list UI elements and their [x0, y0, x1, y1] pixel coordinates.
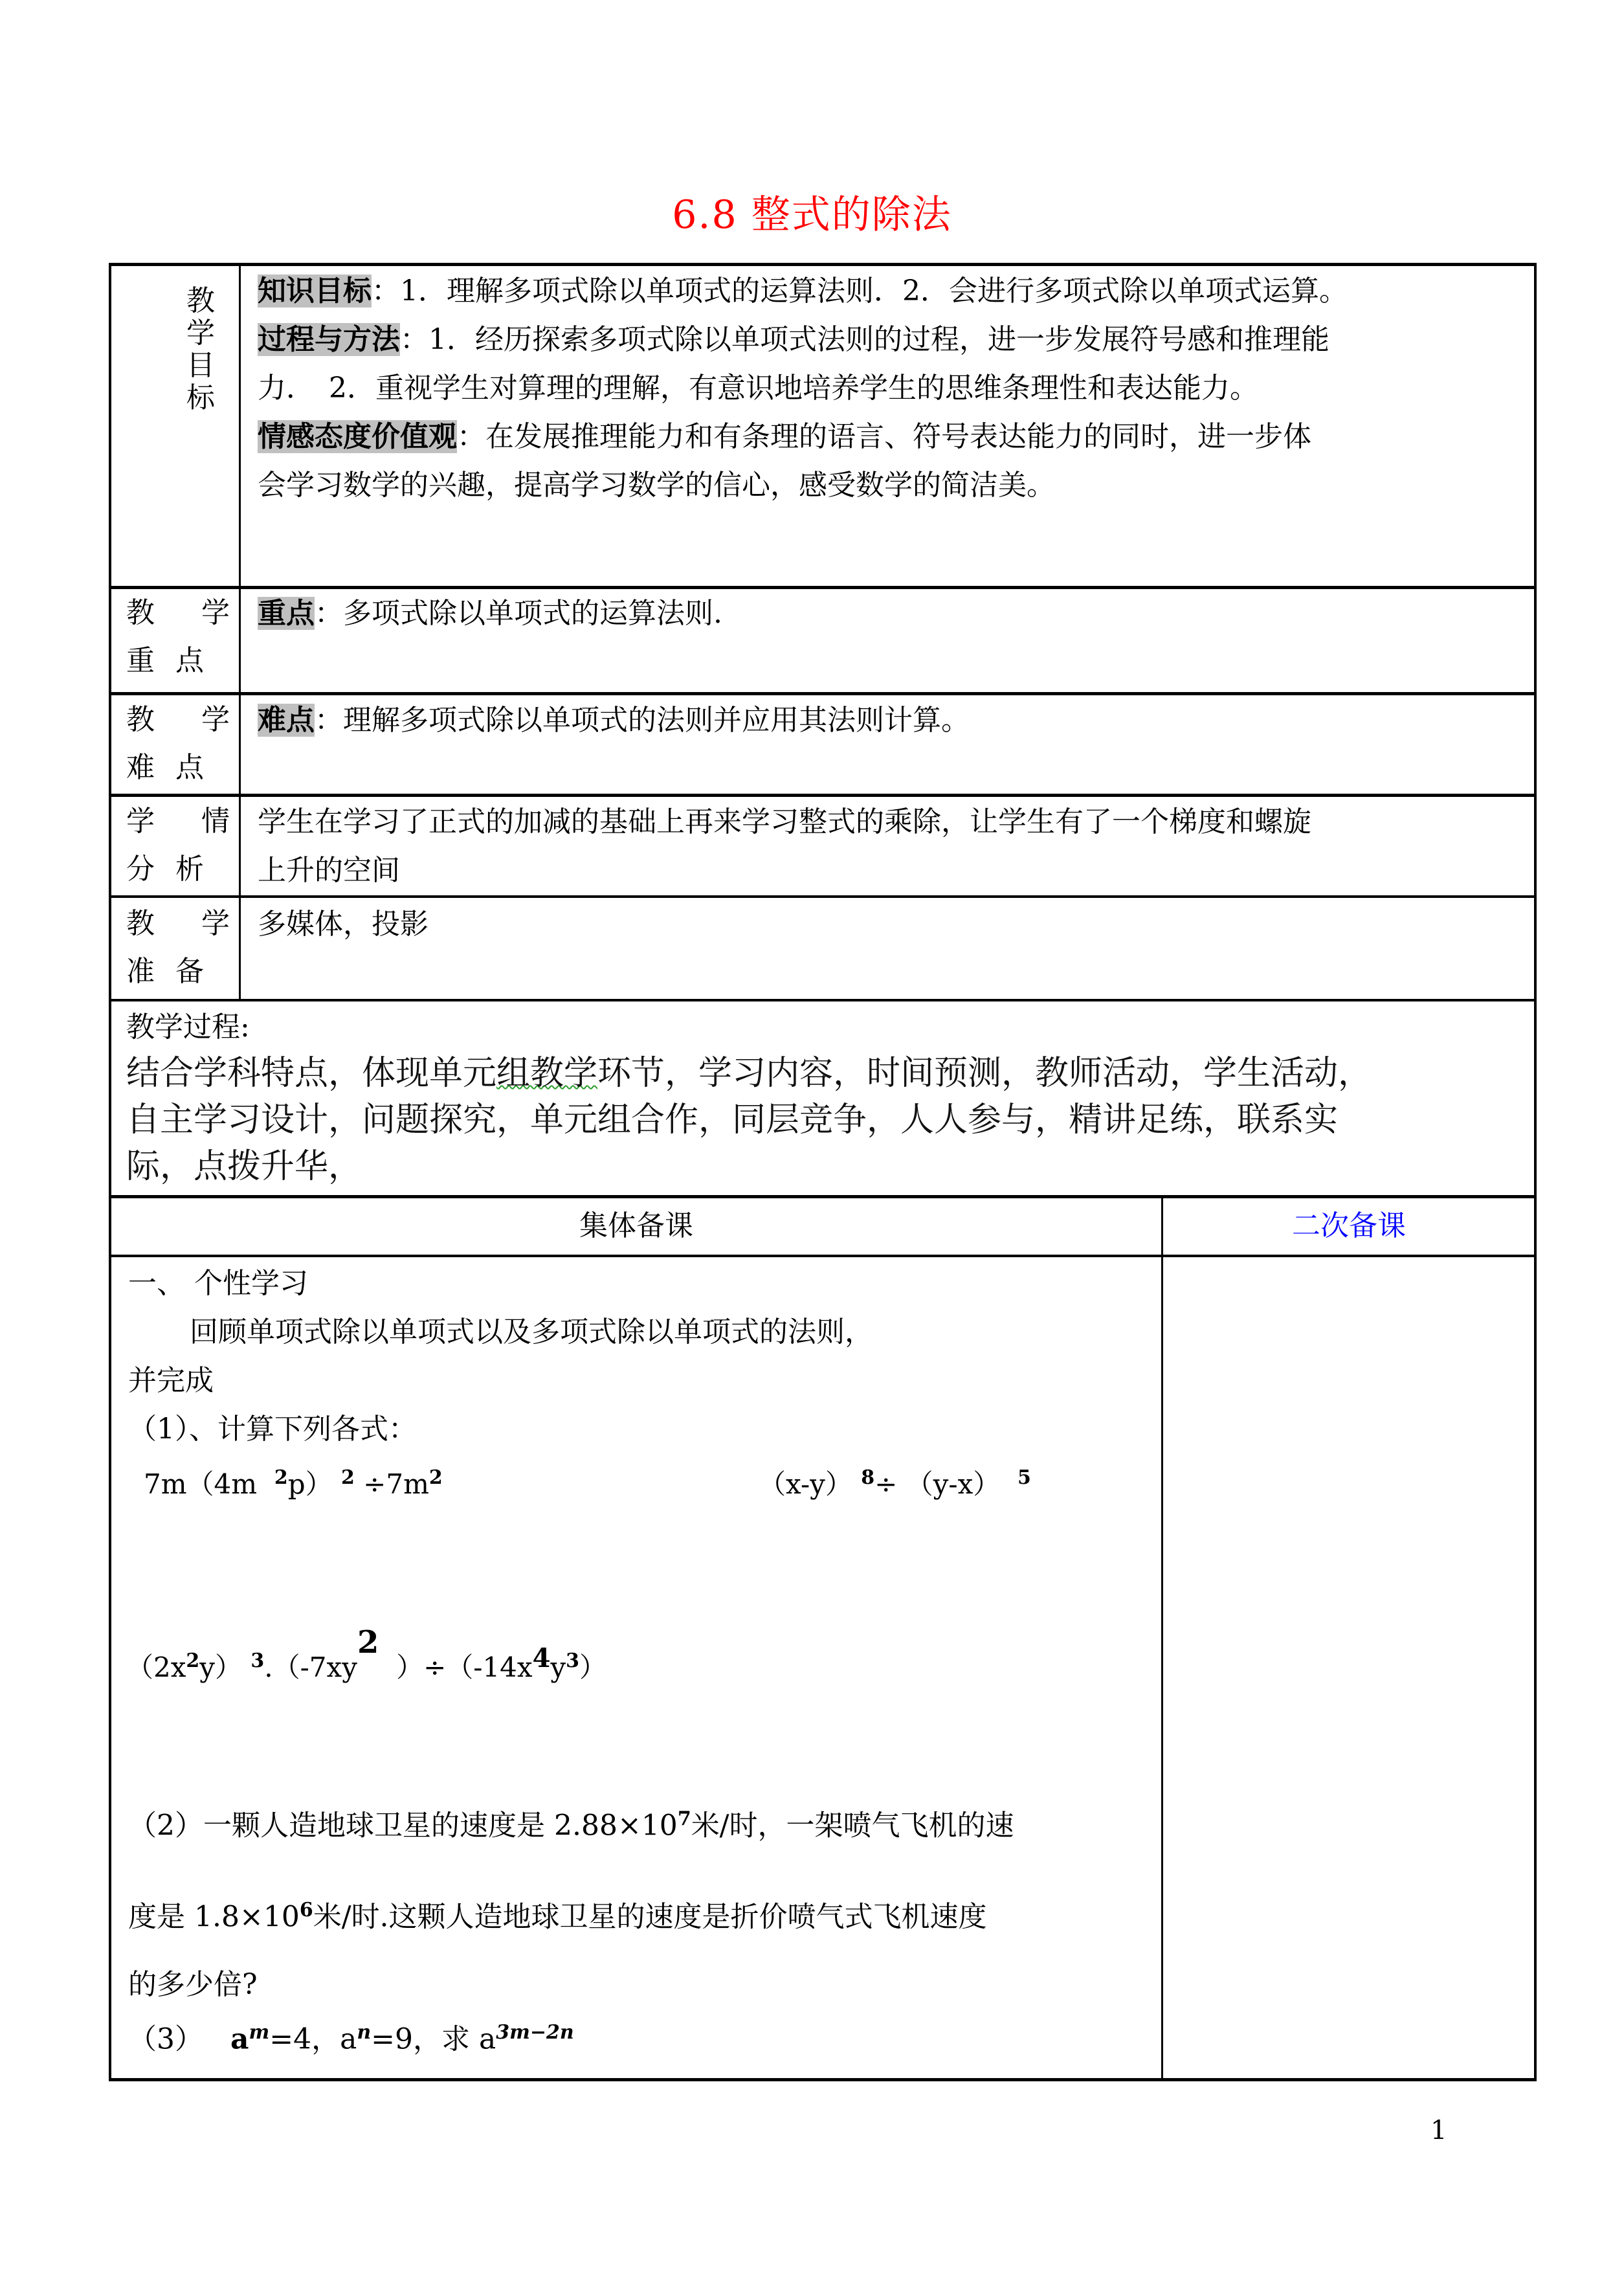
- question-text: 度是 1.8×10: [128, 1900, 300, 1934]
- exponent: m: [249, 2021, 270, 2044]
- emotion-goal-text-cont: 会学习数学的兴趣，提高学习数学的信心，感受数学的简洁美。: [258, 469, 1055, 502]
- label-char: 点: [175, 644, 204, 677]
- process-text: 结合学科特点，体现单元: [126, 1054, 497, 1093]
- secondary-prep-header: 二次备课: [1292, 1209, 1406, 1242]
- difficulties-text: ：理解多项式除以单项式的法则并应用其法则计算。: [315, 704, 970, 737]
- math-text: ÷7m: [354, 1468, 429, 1500]
- question-text: （2）一颗人造地球卫星的速度是 2.88×10: [128, 1809, 678, 1842]
- exponent: 3: [250, 1650, 265, 1672]
- analysis-text: 学生在学习了正式的加减的基础上再来学习整式的乘除，让学生有了一个梯度和螺旋: [258, 805, 1311, 838]
- knowledge-goal-tag: 知识目标: [258, 274, 372, 308]
- expression-b: [759, 1468, 1031, 1498]
- label-char: 教: [126, 703, 155, 736]
- collective-prep-header: 集体备课: [579, 1209, 693, 1242]
- complete-text: 并完成: [128, 1364, 214, 1397]
- row-divider: [109, 794, 1537, 797]
- objectives-content: [258, 267, 1526, 509]
- exponent: 2: [357, 1624, 379, 1661]
- label-char: 学: [126, 805, 155, 838]
- question-2: [128, 1777, 1157, 2011]
- difficulties-tag: 难点: [258, 704, 315, 737]
- math-text: ÷ （y-x）: [874, 1468, 1001, 1500]
- label-char: 学: [186, 317, 215, 350]
- preparation-text: 多媒体，投影: [258, 908, 428, 941]
- emotion-goal: [258, 412, 1526, 461]
- row-divider: [109, 999, 1537, 1001]
- label-char: 备: [175, 955, 204, 988]
- column-divider: [1161, 1195, 1163, 2080]
- label-char: 点: [175, 751, 204, 784]
- expression-a: [144, 1468, 443, 1498]
- label-char: 情: [201, 805, 230, 838]
- exponent: 3: [566, 1650, 580, 1672]
- exponent: 4: [532, 1643, 551, 1673]
- math-text: ）: [579, 1651, 607, 1683]
- math-text: .（-7xy: [264, 1651, 357, 1683]
- analysis-text-cont: 上升的空间: [258, 854, 400, 887]
- math-text: y: [550, 1651, 566, 1683]
- expression-c: [126, 1624, 607, 1683]
- process-goal-text-cont: 力． 2．重视学生对算理的理解，有意识地培养学生的思维条理性和表达能力。: [258, 372, 1258, 405]
- label-char: 教: [186, 284, 215, 317]
- question-3: [128, 2023, 574, 2054]
- question-1-label: （1）、计算下列各式：: [128, 1413, 417, 1446]
- process-text: 环节，学习内容，时间预测，教师活动，学生活动，: [597, 1054, 1372, 1093]
- label-char: 准: [126, 955, 155, 988]
- teaching-process-line: 自主学习设计，问题探究，单元组合作，同层竞争，人人参与，精讲足练，联系实: [126, 1101, 1339, 1139]
- process-goal-text: ：1．经历探索多项式除以单项式法则的过程，进一步发展符号感和推理能: [400, 323, 1329, 356]
- key-points-content: [258, 589, 1526, 638]
- table-border-right: [1534, 263, 1537, 2081]
- math-text: （2x: [126, 1651, 186, 1683]
- label-char: 重: [126, 644, 155, 677]
- label-char: 学: [201, 907, 230, 940]
- math-text: a: [230, 2022, 249, 2056]
- preparation-label: [126, 900, 230, 996]
- knowledge-goal: [258, 267, 1526, 315]
- section-heading: 一、 个性学习: [128, 1267, 308, 1300]
- teaching-process-line: 际，点拨升华，: [126, 1147, 362, 1186]
- lesson-body: [128, 1259, 1151, 1453]
- label-char: 分: [126, 853, 155, 886]
- difficulties-content: [258, 696, 1526, 744]
- key-points-label: [126, 589, 230, 685]
- exponent: 3m−2n: [496, 2021, 574, 2044]
- page-number: 1: [1430, 2116, 1447, 2145]
- key-points-tag: 重点: [258, 597, 315, 630]
- teaching-process-line: [126, 1050, 1524, 1097]
- exponent: 2: [186, 1650, 200, 1672]
- question-label: （3）: [128, 2022, 203, 2056]
- teaching-process-heading: 教学过程:: [126, 1011, 250, 1044]
- emotion-goal-tag: 情感态度价值观: [258, 420, 457, 453]
- label-char: 教: [126, 596, 155, 629]
- math-text: y）: [199, 1651, 243, 1683]
- row-divider: [109, 895, 1537, 898]
- exponent: 5: [1017, 1466, 1031, 1489]
- teaching-process: [126, 1005, 1524, 1190]
- row-divider: [109, 1255, 1537, 1257]
- grammar-underlined-text: 组教学: [496, 1054, 598, 1093]
- exponent: n: [357, 2021, 372, 2044]
- question-text: 米/时，一架喷气飞机的速: [691, 1809, 1014, 1842]
- difficulties-label: [126, 696, 230, 792]
- document-title: 6.8 整式的除法: [672, 192, 952, 238]
- exponent: 8: [861, 1466, 875, 1489]
- question-text: 米/时.这颗人造地球卫星的速度是折价喷气式飞机速度: [313, 1900, 987, 1934]
- label-char: 标: [186, 381, 215, 414]
- label-char: 学: [201, 703, 230, 736]
- exponent: 2: [428, 1466, 443, 1489]
- row-divider: [109, 1195, 1537, 1198]
- exponent: 2: [274, 1466, 288, 1489]
- table-border-bottom: [109, 2078, 1537, 2081]
- process-goal-tag: 过程与方法: [258, 323, 400, 356]
- label-char: 学: [201, 596, 230, 629]
- label-char: 析: [175, 853, 204, 886]
- objectives-label: [181, 285, 220, 414]
- label-char: 难: [126, 751, 155, 784]
- table-border-left: [109, 263, 111, 2081]
- exponent: 7: [677, 1807, 691, 1830]
- analysis-label: [126, 798, 230, 893]
- label-char: 教: [126, 907, 155, 940]
- math-text: =9，求 a: [371, 2022, 496, 2056]
- exponent: 6: [299, 1898, 313, 1921]
- knowledge-goal-text: ：1．理解多项式除以单项式的运算法则．2．会进行多项式除以单项式运算。: [372, 274, 1348, 308]
- process-goal: [258, 315, 1526, 364]
- exponent: 2: [340, 1466, 355, 1489]
- row-divider: [109, 692, 1537, 695]
- math-text: ）÷（-14x: [396, 1651, 533, 1683]
- table-border-top: [109, 263, 1537, 266]
- analysis-content: [258, 798, 1526, 895]
- math-text: （x-y）: [759, 1468, 852, 1500]
- key-points-text: ：多项式除以单项式的运算法则.: [315, 597, 722, 630]
- math-text: 7m（4m: [144, 1468, 258, 1500]
- math-text: =4，a: [269, 2022, 357, 2056]
- preparation-content: [258, 900, 1526, 948]
- question-text: 的多少倍?: [128, 1968, 258, 2002]
- label-char: 目: [186, 349, 215, 382]
- math-text: p）: [287, 1468, 333, 1500]
- label-column-divider: [239, 263, 241, 1001]
- emotion-goal-text: ：在发展推理能力和有条理的语言、符号表达能力的同时，进一步体: [457, 420, 1311, 453]
- review-text: 回顾单项式除以单项式以及多项式除以单项式的法则，: [190, 1315, 873, 1348]
